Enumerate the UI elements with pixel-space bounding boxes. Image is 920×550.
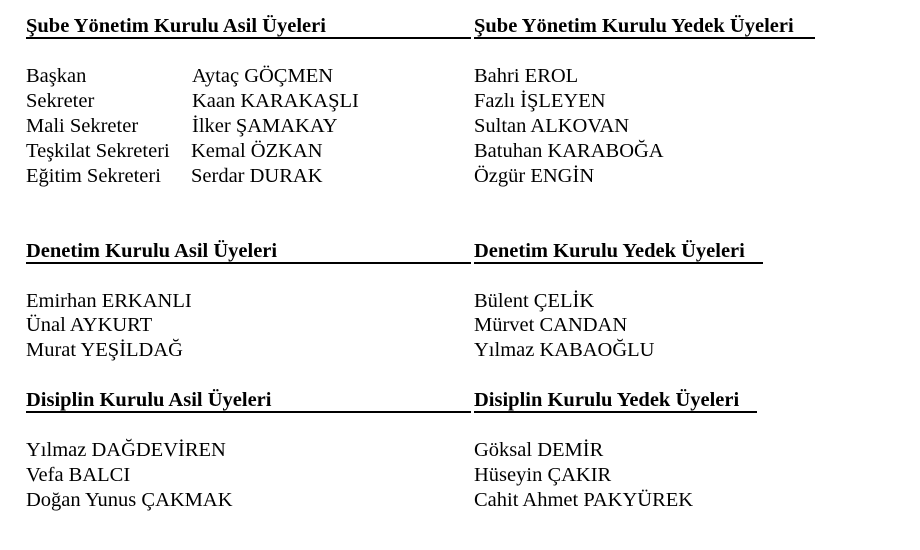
sube-yedek-name-4: Batuhan KARABOĞA bbox=[474, 140, 664, 162]
sube-asil-role-3: Mali Sekreter bbox=[26, 115, 139, 137]
denetim-yedek-name-2: Mürvet CANDAN bbox=[474, 314, 628, 336]
denetim-yedek-name-1: Bülent ÇELİK bbox=[474, 290, 595, 312]
sube-asil-role-4: Teşkilat Sekreteri bbox=[26, 140, 170, 162]
sube-asil-role-1: Başkan bbox=[26, 65, 87, 87]
denetim-asil-name-3: Murat YEŞİLDAĞ bbox=[26, 339, 183, 361]
disiplin-asil-name-3: Doğan Yunus ÇAKMAK bbox=[26, 489, 233, 511]
disiplin-yedek-name-1: Göksal DEMİR bbox=[474, 439, 604, 461]
disiplin-asil-name-2: Vefa BALCI bbox=[26, 464, 131, 486]
sube-asil-name-1: Aytaç GÖÇMEN bbox=[192, 65, 334, 87]
sube-yedek-name-5: Özgür ENGİN bbox=[474, 165, 595, 187]
sube-asil-role-2: Sekreter bbox=[26, 90, 95, 112]
sube-asil-heading: Şube Yönetim Kurulu Asil Üyeleri bbox=[26, 15, 326, 37]
disiplin-asil-name-1: Yılmaz DAĞDEVİREN bbox=[26, 439, 226, 461]
sube-asil-name-3: İlker ŞAMAKAY bbox=[192, 115, 338, 137]
denetim-yedek-heading-underline bbox=[474, 262, 763, 264]
sube-asil-name-2: Kaan KARAKAŞLI bbox=[192, 90, 359, 112]
sube-asil-name-5: Serdar DURAK bbox=[191, 165, 323, 187]
disiplin-asil-heading: Disiplin Kurulu Asil Üyeleri bbox=[26, 389, 272, 411]
sube-asil-heading-underline bbox=[26, 37, 471, 39]
sube-asil-name-4: Kemal ÖZKAN bbox=[191, 140, 323, 162]
sube-yedek-name-3: Sultan ALKOVAN bbox=[474, 115, 630, 137]
disiplin-yedek-name-2: Hüseyin ÇAKIR bbox=[474, 464, 612, 486]
sube-yedek-heading: Şube Yönetim Kurulu Yedek Üyeleri bbox=[474, 15, 794, 37]
denetim-asil-name-1: Emirhan ERKANLI bbox=[26, 290, 192, 312]
sube-yedek-heading-underline bbox=[474, 37, 815, 39]
disiplin-yedek-heading: Disiplin Kurulu Yedek Üyeleri bbox=[474, 389, 740, 411]
disiplin-yedek-name-3: Cahit Ahmet PAKYÜREK bbox=[474, 489, 694, 511]
disiplin-asil-heading-underline bbox=[26, 411, 471, 413]
sube-asil-role-5: Eğitim Sekreteri bbox=[26, 165, 161, 187]
denetim-yedek-name-3: Yılmaz KABAOĞLU bbox=[474, 339, 655, 361]
disiplin-yedek-heading-underline bbox=[474, 411, 757, 413]
denetim-asil-heading-underline bbox=[26, 262, 471, 264]
denetim-asil-heading: Denetim Kurulu Asil Üyeleri bbox=[26, 240, 278, 262]
denetim-asil-name-2: Ünal AYKURT bbox=[26, 314, 153, 336]
denetim-yedek-heading: Denetim Kurulu Yedek Üyeleri bbox=[474, 240, 745, 262]
sube-yedek-name-1: Bahri EROL bbox=[474, 65, 579, 87]
sube-yedek-name-2: Fazlı İŞLEYEN bbox=[474, 90, 606, 112]
